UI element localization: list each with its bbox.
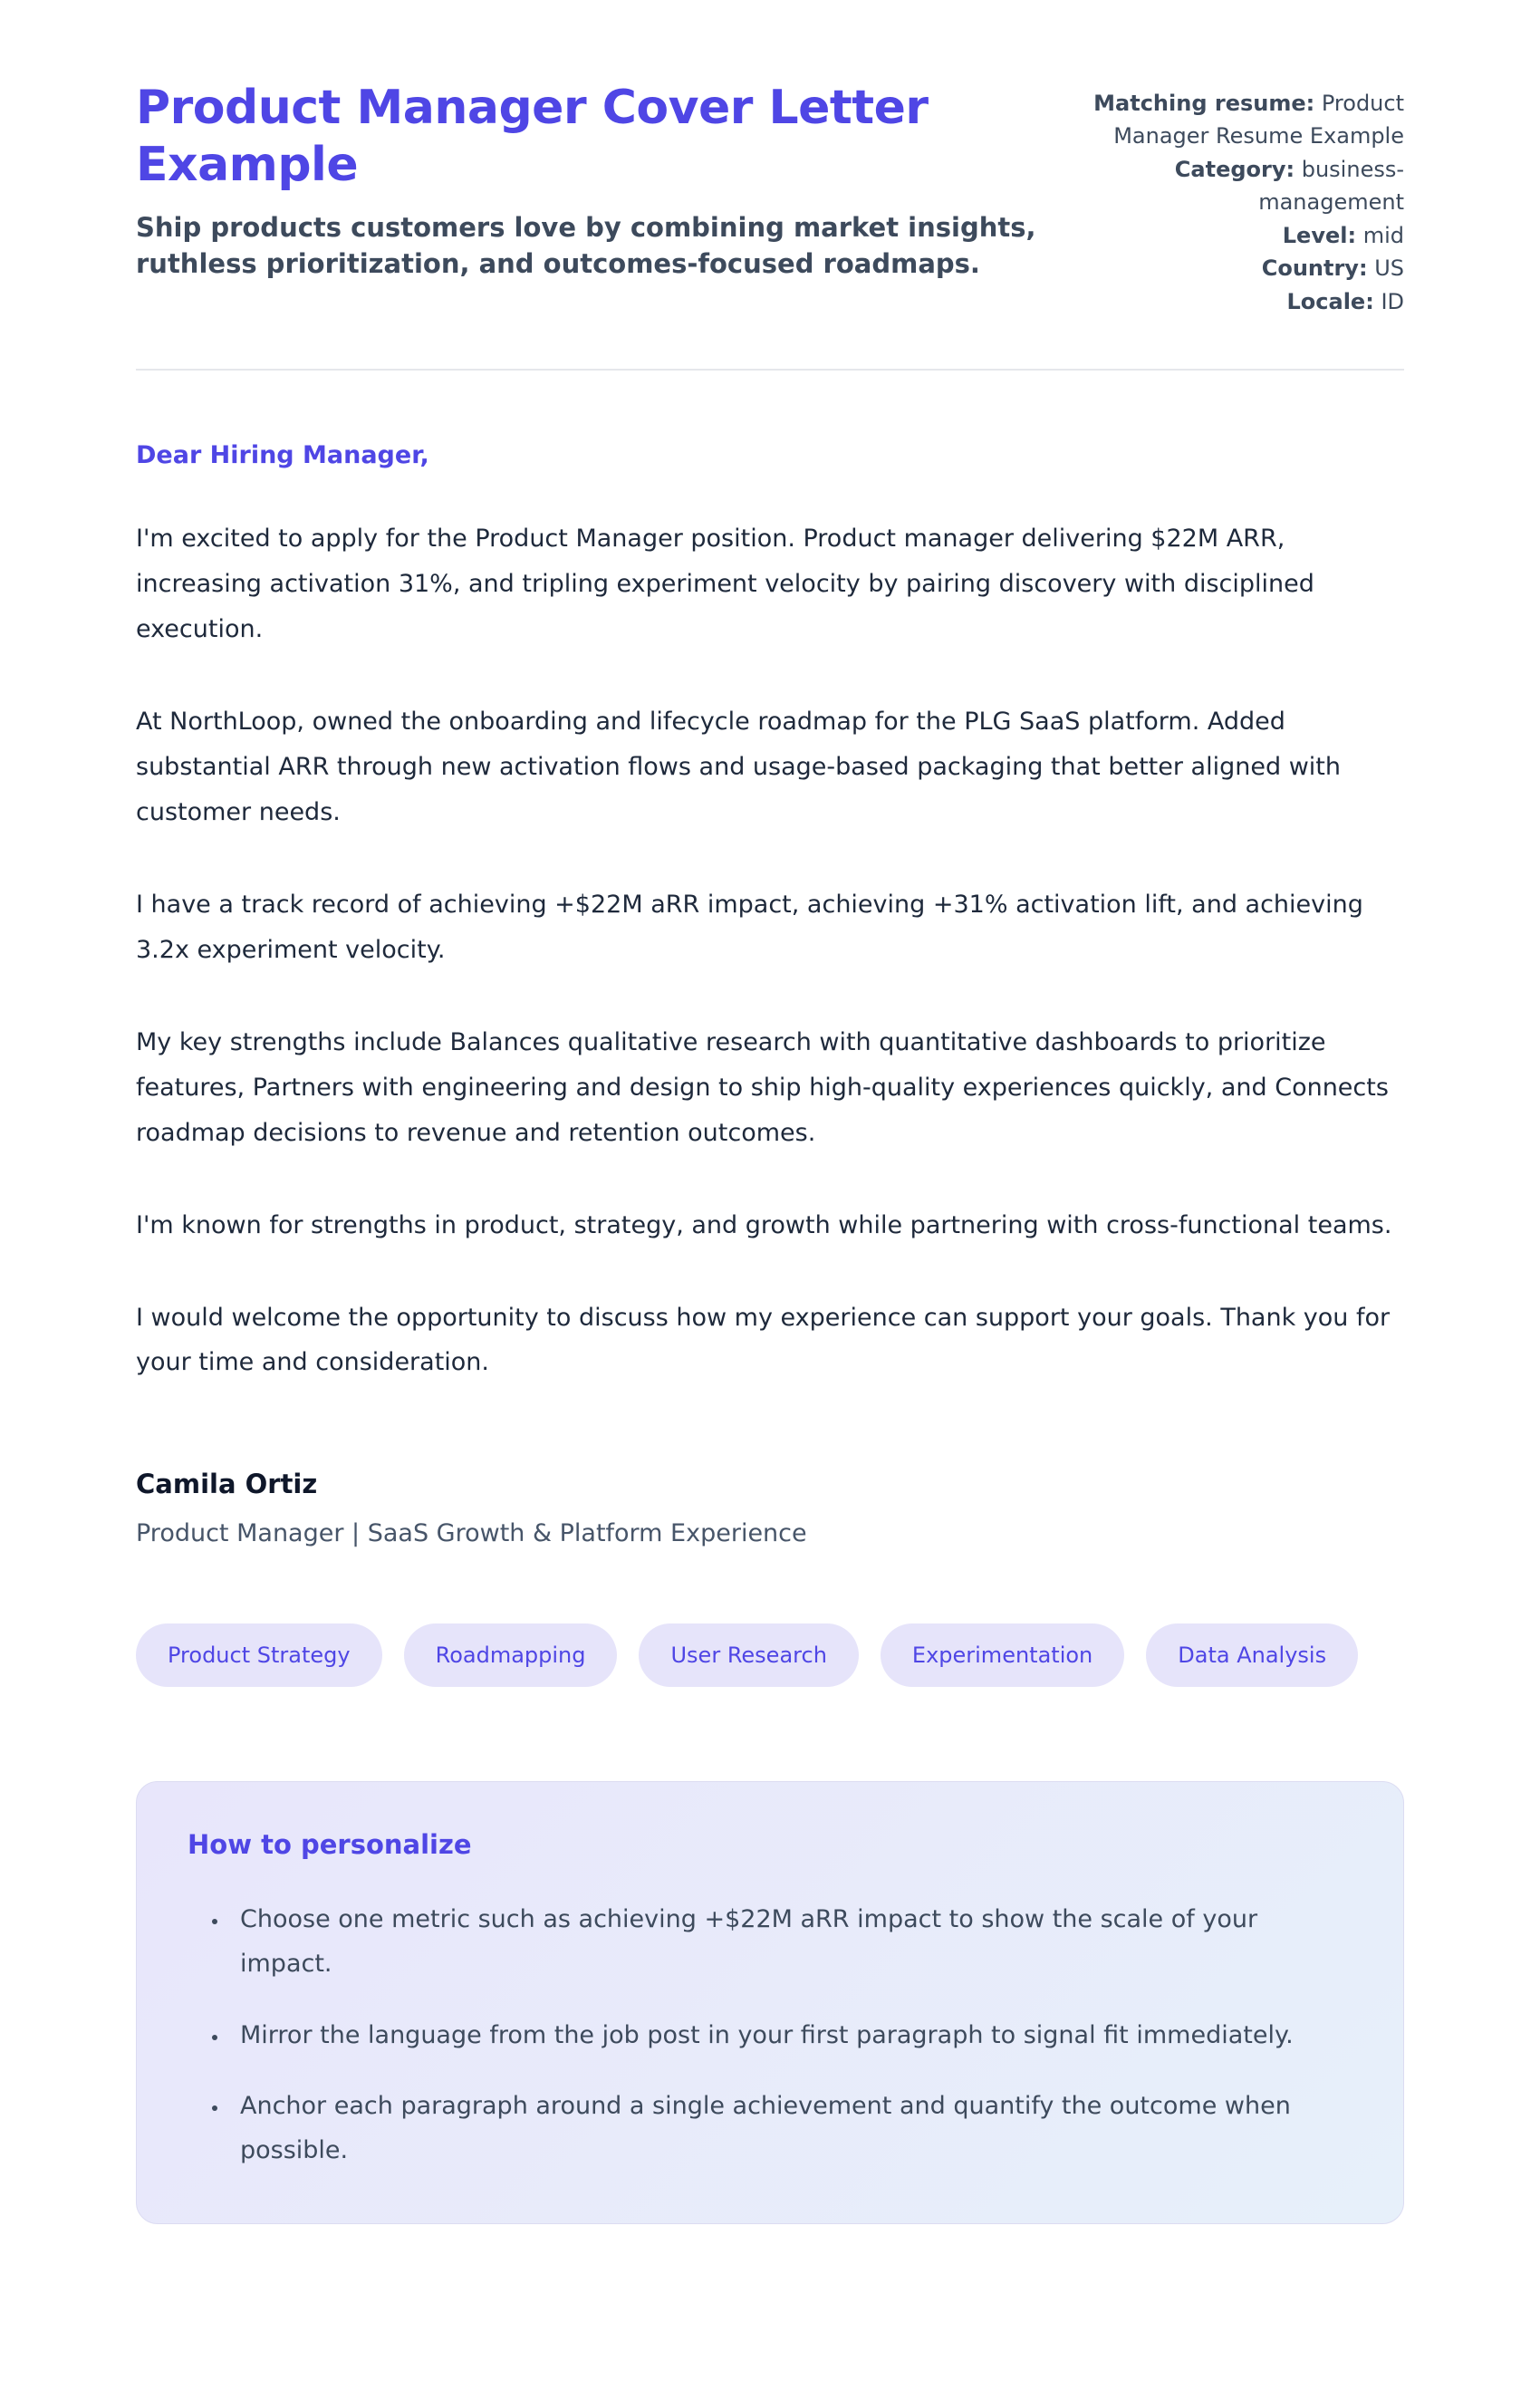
letter-greeting: Dear Hiring Manager, [136,441,429,470]
signature-title: Product Manager | SaaS Growth & Platform Experience [136,1519,807,1548]
tip-item: • Anchor each paragraph around a single achievement and quantify the outcome when possible. [229,2085,1343,2173]
tag-experimentation[interactable]: Experimentation [881,1623,1124,1687]
page-title: Product Manager Cover Letter Example [136,81,929,193]
letter-paragraph: I would welcome the opportunity to discuss how my experience can support your goals. Thank you for your time and consideration. [136,1303,1391,1377]
letter-paragraph: I have a track record of achieving +$22M aRR impact, achieving +31% activation lift, and achieving 3.2x experiment velocity. [136,890,1363,964]
letter-paragraph: My key strengths include Balances qualitative research with quantitative dashboards to prioritize features, Partners with engineering and design to ship high-quality experiences quickly, and Connects roadmap decisions to revenue and retention outcomes. [136,1027,1389,1147]
tag-roadmapping[interactable]: Roadmapping [404,1623,618,1687]
header [136,80,1404,318]
meta-block [1092,87,1404,318]
meta-country [1092,252,1404,284]
signature-name: Camila Ortiz [136,1469,318,1500]
skill-tags [136,1623,1404,1687]
meta-label: Level: [1282,222,1357,248]
meta-matching-resume [1092,87,1404,153]
meta-category [1092,153,1404,219]
tag-user-research[interactable]: User Research [639,1623,858,1687]
meta-label: Matching resume: [1093,91,1315,116]
meta-value: ID [1381,288,1404,314]
meta-label: Country: [1261,255,1368,282]
letter-paragraph: I'm known for strengths in product, strategy, and growth while partnering with cross-functional teams. [136,1210,1392,1239]
tag-data-analysis[interactable]: Data Analysis [1146,1623,1358,1687]
meta-value: mid [1362,222,1404,248]
meta-label: Category: [1174,156,1295,182]
tip-item: • Mirror the language from the job post in your first paragraph to signal fit immediately. [229,2014,1343,2058]
personalize-tips-card [136,1781,1404,2224]
meta-value: US [1374,255,1404,282]
header-divider [136,369,1404,371]
meta-value: Product Manager Resume Example [1113,91,1404,149]
meta-value: business-management [1258,156,1404,216]
header-title-block [136,80,1051,282]
page-subtitle: Ship products customers love by combining market insights, ruthless prioritization, and outcomes-focused roadmaps. [136,211,1036,279]
tips-list [188,1898,1352,2173]
content-container [136,0,1404,2224]
meta-label: Locale: [1286,288,1374,314]
tip-item: • Choose one metric such as achieving +$22M aRR impact to show the scale of your impact. [229,1898,1343,1986]
letter-paragraph: I'm excited to apply for the Product Manager position. Product manager delivering $22M ARR, increasing activation 31%, and tripling experiment velocity by pairing discovery with disciplined execution. [136,525,1314,644]
meta-level [1092,219,1404,252]
letter-paragraph: At NorthLoop, owned the onboarding and lifecycle roadmap for the PLG SaaS platform. Added substantial ARR through new activation flows and usage-based packaging that better aligned with customer needs. [136,708,1341,826]
meta-locale [1092,285,1404,318]
tag-product-strategy[interactable]: Product Strategy [136,1623,382,1687]
tips-card-title: How to personalize [188,1829,472,1861]
